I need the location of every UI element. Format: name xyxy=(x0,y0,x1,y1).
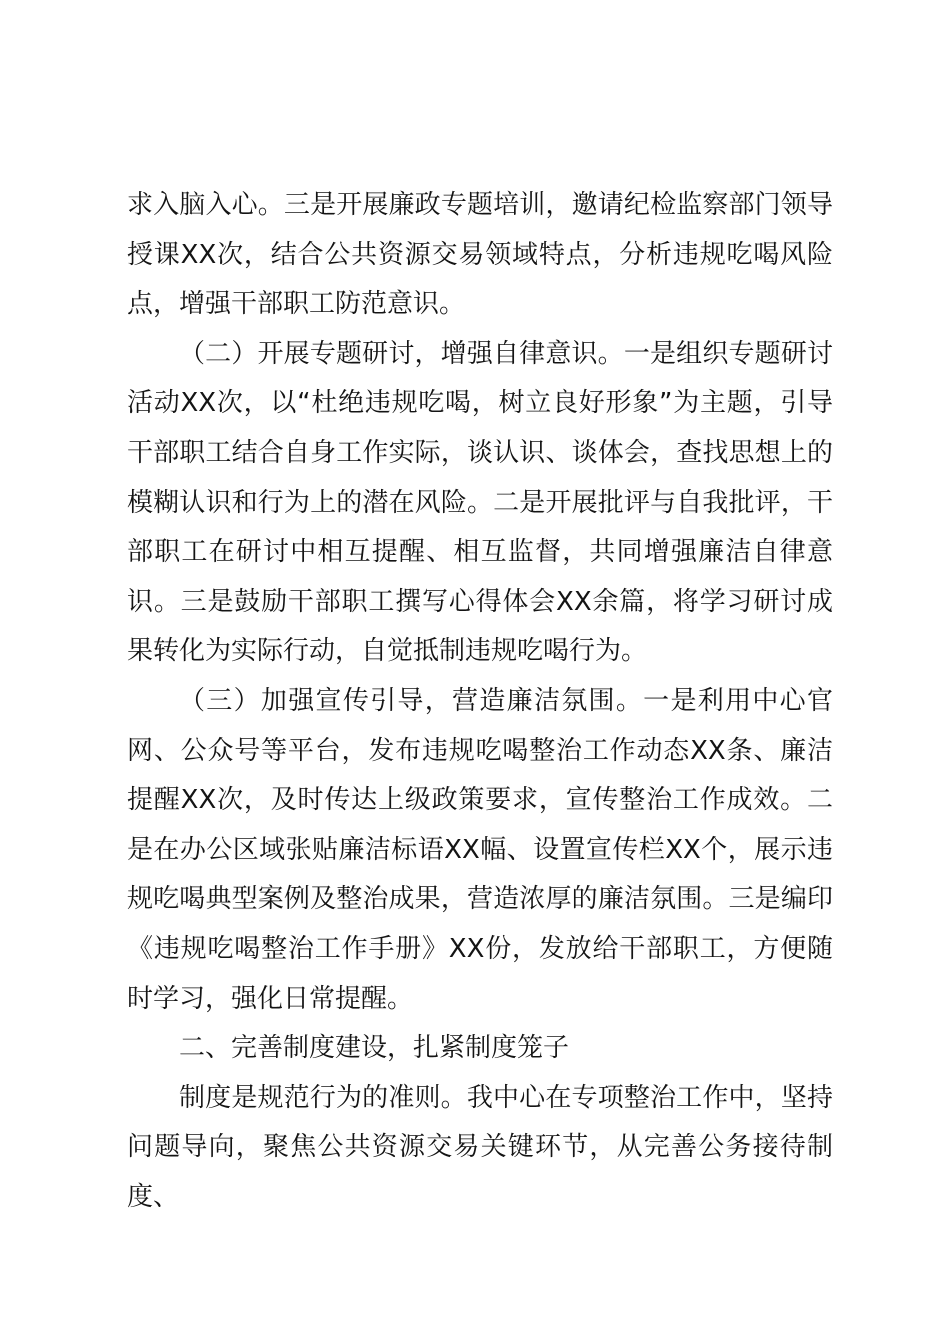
paragraph-1: 求入脑入心。三是开展廉政专题培训，邀请纪检监察部门领导授课XX次，结合公共资源交易领域特点，分析违规吃喝风险点，增强干部职工防范意识。 xyxy=(127,190,833,320)
section-heading: 二、完善制度建设，扎紧制度笼子 xyxy=(179,1033,570,1064)
paragraph-4: 制度是规范行为的准则。我中心在专项整治工作中，坚持问题导向，聚焦公共资源交易关键环节，从完善公务接待制度、 xyxy=(127,1082,833,1212)
document-body xyxy=(127,181,833,1222)
paragraph-2: （二）开展专题研讨，增强自律意识。一是组织专题研讨活动XX次，以“杜绝违规吃喝，树立良好形象”为主题，引导干部职工结合自身工作实际，谈认识、谈体会，查找思想上的模糊认识和行为上的潜在风险。二是开展批评与自我批评，干部职工在研讨中相互提醒、相互监督，共同增强廉洁自律意识。三是鼓励干部职工撰写心得体会XX余篇，将学习研讨成果转化为实际行动，自觉抵制违规吃喝行为。 xyxy=(127,338,833,667)
paragraph-3: （三）加强宣传引导，营造廉洁氛围。一是利用中心官网、公众号等平台，发布违规吃喝整治工作动态XX条、廉洁提醒XX次，及时传达上级政策要求，宣传整治工作成效。二是在办公区域张贴廉洁标语XX幅、设置宣传栏XX个，展示违规吃喝典型案例及整治成果，营造浓厚的廉洁氛围。三是编印《违规吃喝整治工作手册》XX份，发放给干部职工，方便随时学习，强化日常提醒。 xyxy=(127,685,833,1014)
